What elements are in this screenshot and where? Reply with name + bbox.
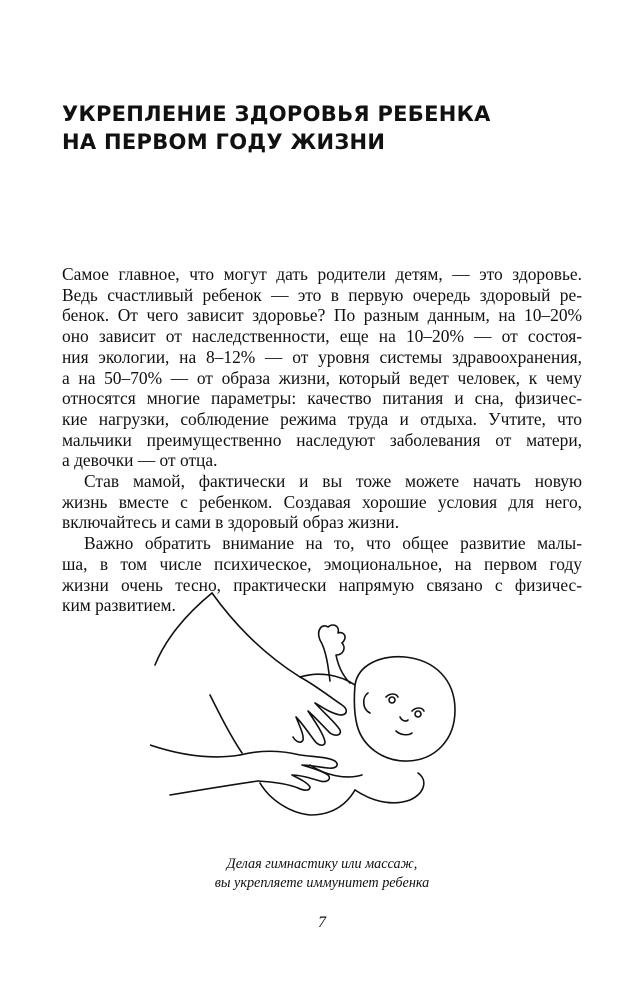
text-line: а девочки — от отца. (62, 450, 218, 471)
lower-hand (240, 751, 337, 790)
text-line: относятся многие параметры: качество питания и сна, физичес- (62, 388, 582, 409)
chapter-heading (62, 100, 582, 156)
paragraph-2 (62, 471, 582, 533)
baby-mouth (396, 731, 412, 735)
upper-hand (293, 677, 346, 745)
baby-eye-left-pupil (389, 697, 395, 703)
heading-line-2: НА ПЕРВОМ ГОДУ ЖИЗНИ (62, 130, 386, 154)
text-line: включайтесь и сами в здоровый образ жизни. (62, 512, 400, 533)
text-line: Самое главное, что могут дать родители детям, — это здоровье. (62, 264, 582, 284)
baby-head (354, 657, 455, 761)
text-line: мальчики преимущественно наследуют заболевания от матери, (62, 429, 582, 450)
lower-arm-outline (150, 745, 240, 757)
baby-nose (400, 717, 408, 721)
upper-arm-outline-inner (212, 593, 300, 677)
text-line: а на 50–70% — от образа жизни, который ведет человек, к чему (62, 367, 582, 388)
baby-lower-body (355, 773, 424, 803)
baby-massage-illustration (150, 585, 490, 845)
text-line: кие нагрузки, соблюдение режима труда и отдыха. Учтите, что (62, 408, 582, 429)
text-line: бенок. От чего зависит здоровье? По разным данным, на 10–20% (62, 305, 582, 326)
baby-eye-right-pupil (415, 711, 421, 717)
heading-line-1: УКРЕПЛЕНИЕ ЗДОРОВЬЯ РЕБЕНКА (62, 102, 491, 126)
lower-arm-outline-2 (170, 781, 258, 795)
text-line: жизни очень тесно, практически напрямую связано с физичес- (62, 574, 582, 595)
text-line: ким развитием. (62, 595, 176, 616)
text-line: Ведь счастливый ребенок — это в первую очередь здоровый ре- (62, 284, 582, 305)
page-number: 7 (318, 914, 326, 931)
body-text (62, 264, 582, 616)
text-line: ния экологии, на 8–12% — от уровня системы здравоохранения, (62, 346, 582, 367)
caption-line-2: вы укрепляете иммунитет ребенка (214, 875, 430, 891)
figure-caption (0, 855, 644, 893)
text-line: Став мамой, фактически и вы тоже можете начать новую (84, 471, 582, 492)
text-line: ша, в том числе психическое, эмоциональное, на первом году (62, 553, 582, 574)
text-line: оно зависит от наследственности, еще на 10–20% — от состоя- (62, 326, 582, 347)
caption-line-1: Делая гимнастику или массаж, (226, 856, 418, 872)
text-line: жизнь вместе с ребенком. Создавая хорошие условия для него, (62, 491, 582, 512)
text-line: Важно обратить внимание на то, что общее развитие малы- (84, 533, 582, 554)
upper-arm-outline (155, 593, 212, 665)
paragraph-1 (62, 264, 582, 471)
baby-ear (364, 693, 370, 713)
